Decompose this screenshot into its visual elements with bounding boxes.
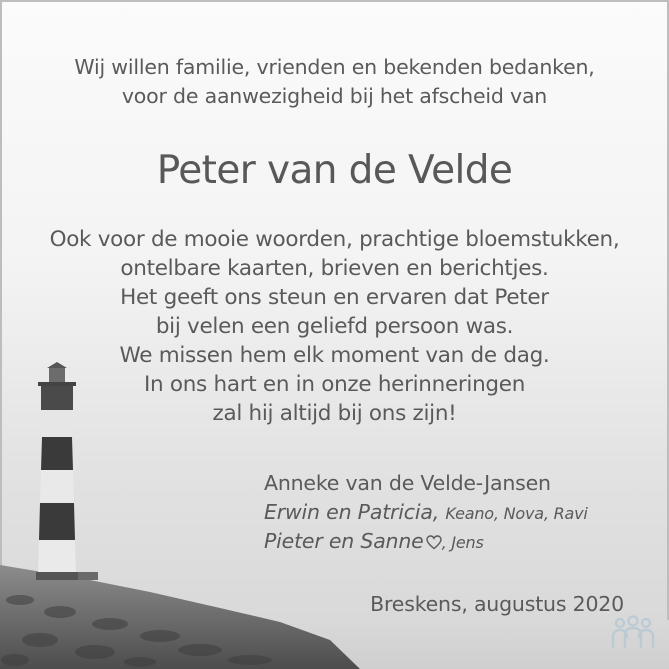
message-line: Ook voor de mooie woorden, prachtige bloemstukken, bbox=[49, 227, 620, 252]
intro-line-2: voor de aanwezigheid bij het afscheid van bbox=[121, 84, 548, 108]
message-line: In ons hart en in onze herinneringen bbox=[143, 372, 526, 397]
message-line: ontelbare kaarten, brieven en berichtjes. bbox=[120, 256, 549, 281]
intro-line-1: Wij willen familie, vrienden en bekenden bedanken, bbox=[74, 55, 595, 79]
signature-family-2 bbox=[264, 527, 664, 556]
family-1-names: Erwin en Patricia, bbox=[264, 500, 440, 524]
message-line: bij velen een geliefd persoon was. bbox=[155, 314, 514, 339]
family-people-logo bbox=[610, 615, 656, 651]
signature-block bbox=[264, 469, 664, 556]
heart-outline-icon bbox=[426, 529, 442, 558]
message-line: zal hij altijd bij ons zijn! bbox=[212, 401, 457, 426]
family-2-children: , Jens bbox=[441, 533, 484, 552]
signature-widow: Anneke van de Velde-Jansen bbox=[264, 471, 551, 495]
message-line: We missen hem elk moment van de dag. bbox=[119, 343, 550, 368]
place-and-date: Breskens, augustus 2020 bbox=[370, 592, 624, 616]
thank-you-message bbox=[0, 225, 669, 428]
signature-family-1 bbox=[264, 498, 664, 527]
family-1-children: Keano, Nova, Ravi bbox=[445, 504, 588, 523]
deceased-name: Peter van de Velde bbox=[156, 148, 513, 193]
message-line: Het geeft ons steun en ervaren dat Peter bbox=[120, 285, 549, 310]
family-2-names: Pieter en Sanne bbox=[264, 529, 424, 553]
